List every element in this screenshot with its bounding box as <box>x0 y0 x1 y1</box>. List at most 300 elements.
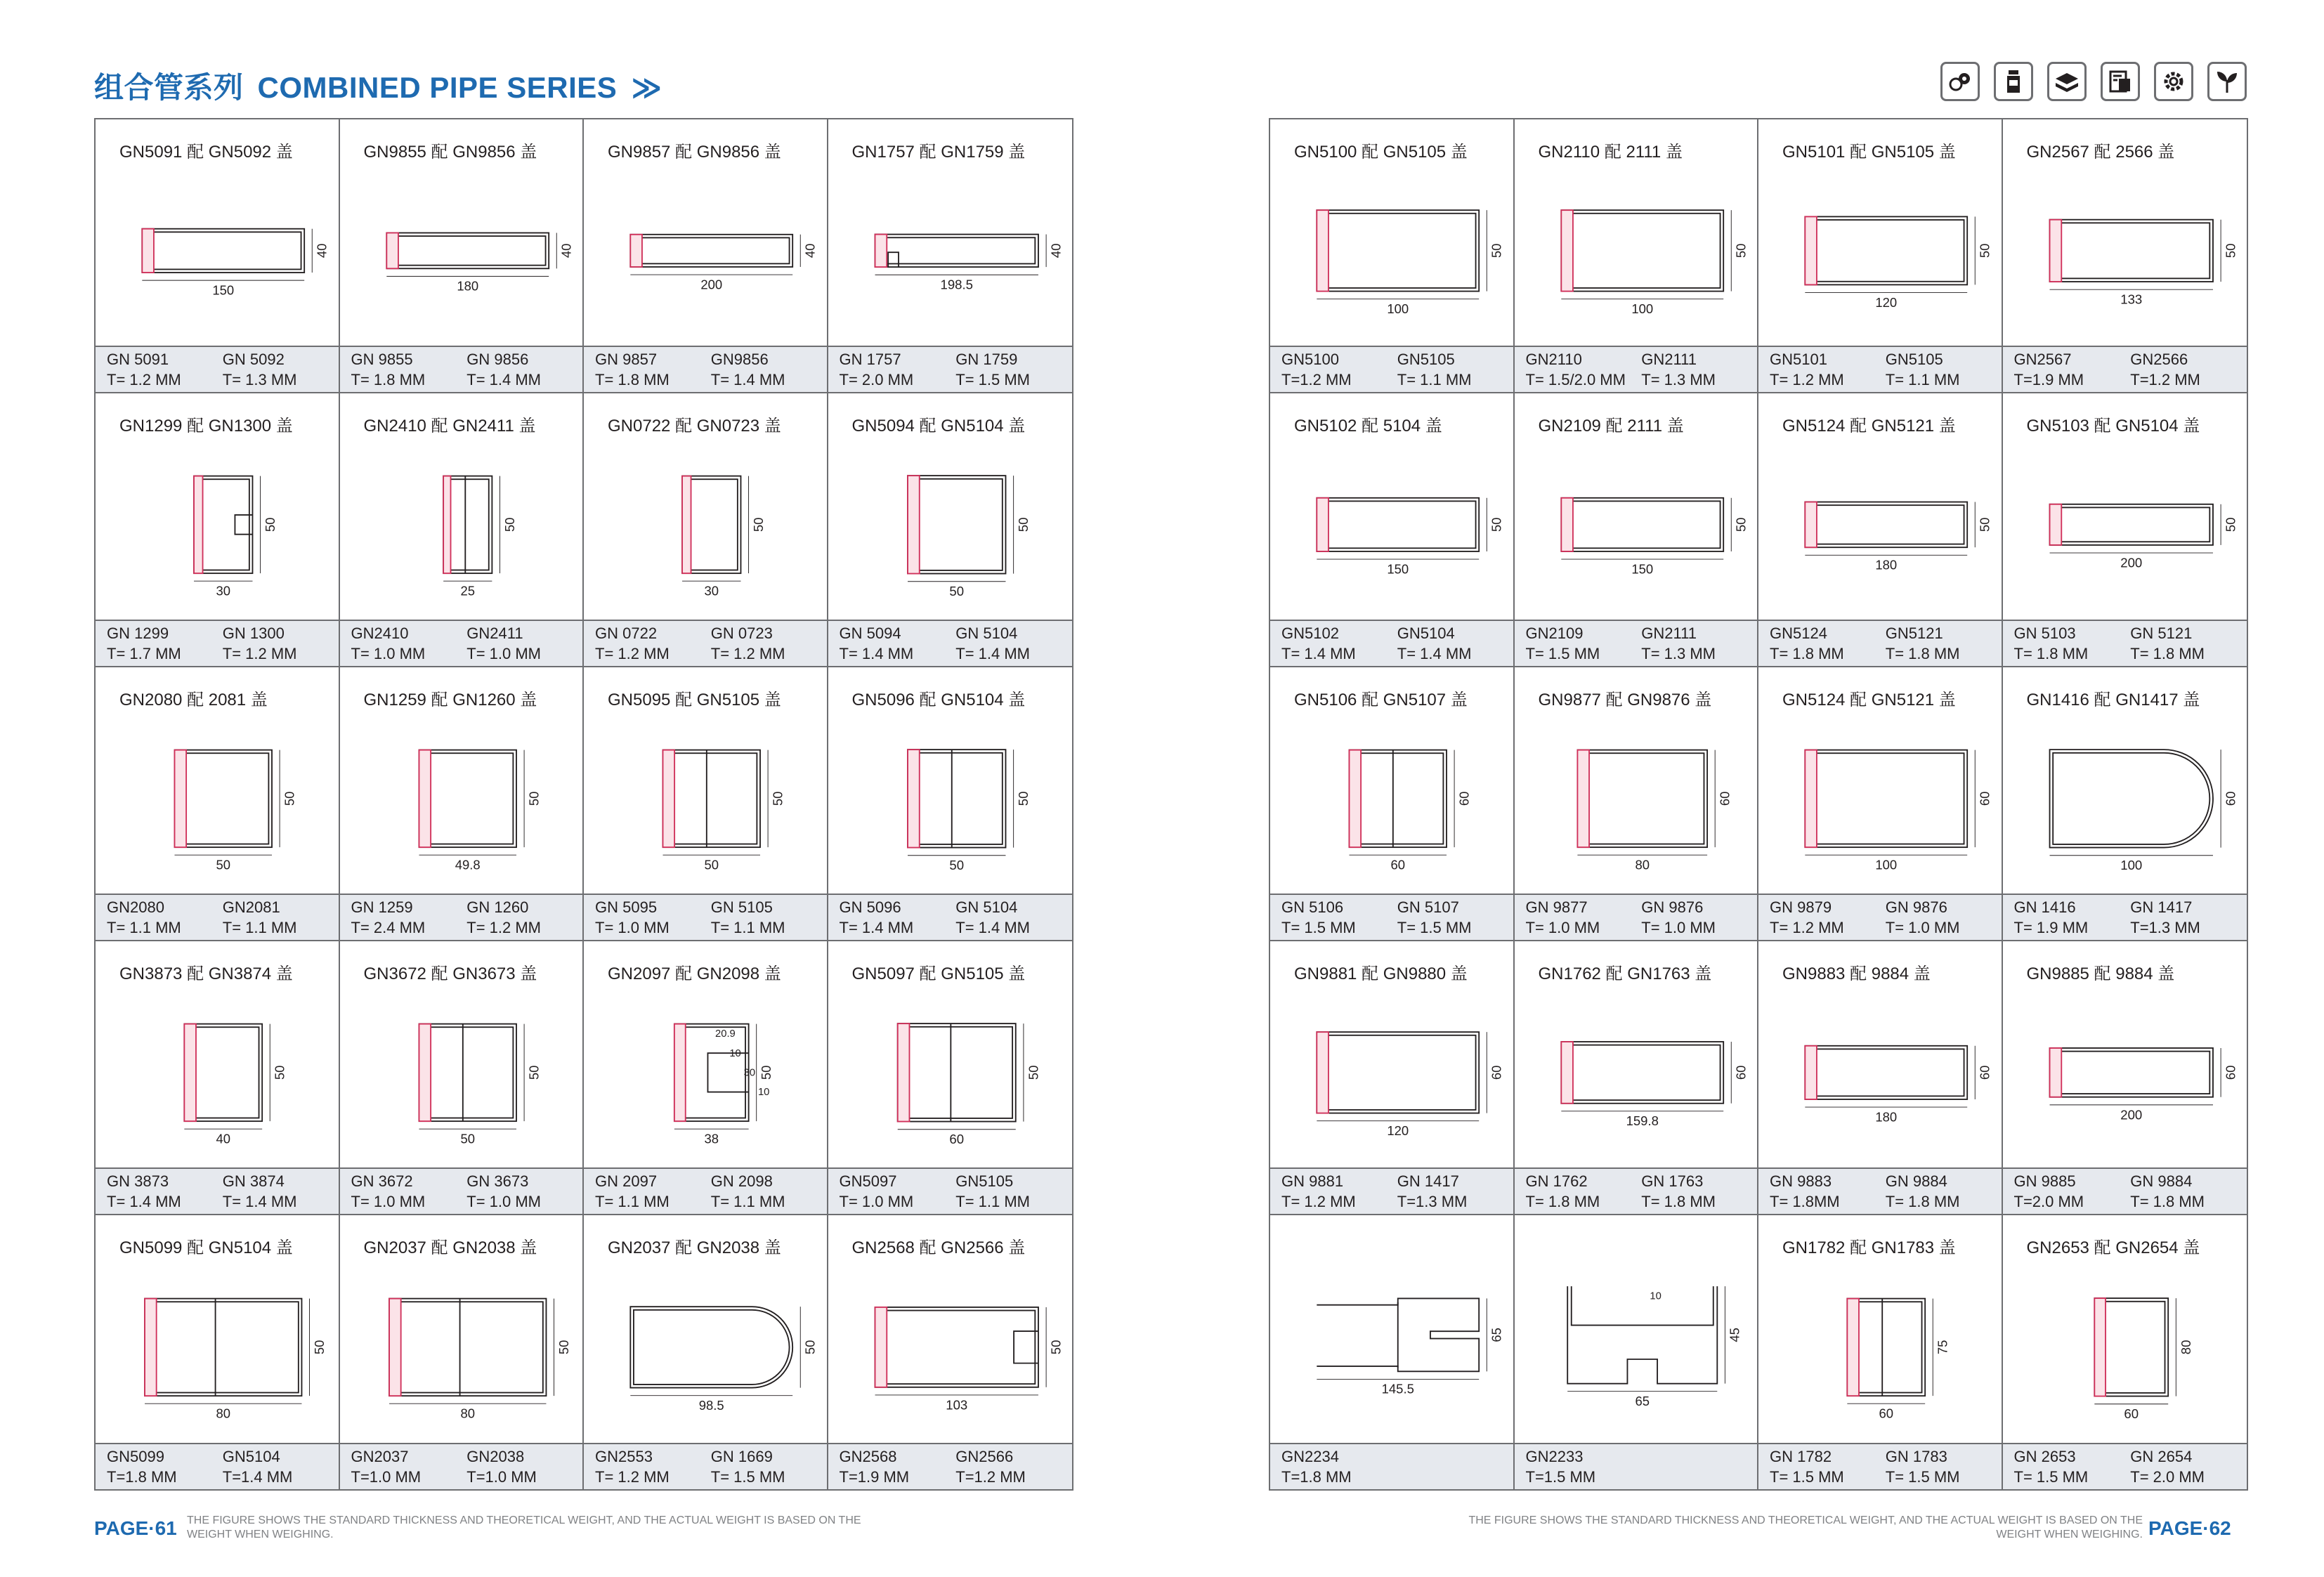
cover-code: GN 9876 <box>1641 898 1704 916</box>
cover-thickness: T= 1.1 MM <box>955 1192 1030 1210</box>
part-code: GN5099 <box>107 1447 164 1465</box>
cover-thickness: T= 1.1 MM <box>1397 370 1472 388</box>
dimension-label: 80 <box>1634 857 1650 872</box>
cover-code: GN5104 <box>222 1447 280 1465</box>
product-cell <box>2003 1215 2247 1489</box>
dimension-label: 60 <box>2223 1065 2238 1080</box>
weight-note-left: THE FIGURE SHOWS THE STANDARD THICKNESS AND THEORETICAL WEIGHT, AND THE ACTUAL WEIGHT IS BASED ON THE WEIGHT WHEN WEIGHING. <box>187 1514 861 1540</box>
cover-code: GN 5104 <box>955 624 1018 642</box>
part-code: GN 9885 <box>2013 1172 2076 1190</box>
dimension-label: 50 <box>1015 517 1031 532</box>
part-code: GN2233 <box>1525 1447 1584 1465</box>
product-cell <box>2003 393 2247 667</box>
product-cell <box>1270 667 1515 941</box>
dimension-label: 50 <box>556 1340 571 1355</box>
profile-outline <box>1561 1042 1723 1104</box>
spec-strip <box>828 1443 1073 1489</box>
product-title: GN2568 配 GN2566 盖 <box>851 1238 1026 1257</box>
part-code: GN5101 <box>1770 350 1827 368</box>
profile-drawing-area <box>1515 393 1758 620</box>
product-cell <box>1270 393 1515 667</box>
product-title: GN1416 配 GN1417 盖 <box>2026 691 2200 709</box>
dimension-label: 10 <box>729 1047 741 1059</box>
dimension-label: 38 <box>704 1131 719 1146</box>
product-title: GN2080 配 2081 盖 <box>119 691 268 709</box>
cover-thickness: T= 1.2 MM <box>466 918 541 936</box>
cover-code: GN2111 <box>1641 350 1697 368</box>
part-thickness: T= 1.5 MM <box>1281 918 1356 936</box>
part-code: GN5097 <box>839 1172 897 1190</box>
part-thickness: T= 1.2 MM <box>1281 1192 1356 1210</box>
title-english: COMBINED PIPE SERIES <box>257 71 618 104</box>
part-thickness: T=1.2 MM <box>1281 370 1352 388</box>
dimension-label: 50 <box>216 857 231 872</box>
profile-drawing-area <box>1515 1215 1758 1443</box>
product-title: GN1782 配 GN1783 盖 <box>1782 1238 1956 1257</box>
cover-code: GN 5104 <box>955 898 1018 916</box>
part-thickness: T= 1.0 MM <box>351 644 426 662</box>
dimension-label: 50 <box>502 517 517 532</box>
cover-thickness: T= 1.4 MM <box>466 370 541 388</box>
page-title <box>94 65 662 107</box>
spec-strip <box>1270 346 1513 392</box>
profile-drawing-area <box>340 667 583 894</box>
part-thickness: T=1.0 MM <box>351 1467 422 1486</box>
profile-cross-section-drawing <box>1539 436 1747 620</box>
spec-strip <box>1515 346 1758 392</box>
cover-thickness: T= 1.4 MM <box>955 644 1030 662</box>
part-code: GN 9881 <box>1281 1172 1344 1190</box>
product-title: GN2653 配 GN2654 盖 <box>2026 1238 2200 1257</box>
product-cell <box>1270 1215 1515 1489</box>
product-cell <box>1758 667 2003 941</box>
part-thickness: T= 1.0 MM <box>595 918 670 936</box>
profile-drawing-area <box>96 119 339 346</box>
dimension-label: 25 <box>459 583 475 598</box>
profile-drawing-area <box>2003 667 2247 894</box>
part-thickness: T=1.8 MM <box>1281 1467 1352 1486</box>
cover-thickness: T= 1.1 MM <box>1885 370 1960 388</box>
dimension-label: 145.5 <box>1381 1381 1414 1396</box>
product-cell <box>2003 941 2247 1215</box>
dimension-label: 60 <box>948 1132 964 1147</box>
spec-strip <box>96 346 339 392</box>
spec-strip <box>584 1167 827 1214</box>
part-thickness: T= 1.5 MM <box>2013 1467 2089 1486</box>
spec-strip <box>584 620 827 666</box>
product-title: GN2410 配 GN2411 盖 <box>363 417 536 436</box>
cover-thickness: T= 1.4 MM <box>1397 644 1472 662</box>
part-thickness: T= 1.8 MM <box>595 370 670 388</box>
profile-outline <box>1805 750 1967 848</box>
part-code: GN 1416 <box>2013 898 2076 916</box>
dimension-label: 100 <box>1875 857 1898 872</box>
profile-outline <box>443 476 492 574</box>
part-code: GN5102 <box>1281 624 1339 642</box>
profile-outline <box>1317 498 1479 551</box>
product-title: GN9885 配 9884 盖 <box>2026 964 2175 983</box>
part-thickness: T= 1.8MM <box>1770 1192 1840 1210</box>
part-thickness: T= 1.2 MM <box>1770 370 1844 388</box>
product-title: GN9883 配 9884 盖 <box>1782 964 1931 983</box>
dimension-label: 40 <box>1048 243 1064 259</box>
profile-drawing-area <box>584 119 827 346</box>
spec-strip <box>340 894 583 940</box>
product-cell <box>1758 119 2003 393</box>
part-code: GN 9883 <box>1770 1172 1832 1190</box>
part-code: GN2080 <box>107 898 164 916</box>
dimension-label: 40 <box>802 243 818 259</box>
profile-drawing-area <box>828 1215 1073 1443</box>
dimension-label: 50 <box>704 857 719 872</box>
dimension-label: 50 <box>1733 517 1749 532</box>
profile-drawing-area <box>1758 1215 2002 1443</box>
spec-strip <box>584 894 827 940</box>
dimension-label: 200 <box>2120 555 2142 570</box>
dimension-label: 50 <box>1015 791 1031 806</box>
product-title: GN3672 配 GN3673 盖 <box>363 964 537 983</box>
right-product-grid <box>1269 118 2248 1491</box>
cover-thickness: T= 1.4 MM <box>222 1192 297 1210</box>
part-code: GN 1757 <box>839 350 901 368</box>
profile-cross-section-drawing <box>1782 162 1990 346</box>
product-title: GN5096 配 GN5104 盖 <box>851 691 1026 709</box>
dimension-label: 50 <box>1977 243 1992 259</box>
dimension-label: 80 <box>2178 1340 2193 1355</box>
profile-cross-section-drawing <box>2027 984 2236 1167</box>
profile-outline <box>1805 502 1967 548</box>
spec-strip <box>828 894 1073 940</box>
product-title: GN2567 配 2566 盖 <box>2026 143 2175 162</box>
profile-outline <box>1317 1032 1479 1113</box>
part-code: GN 5096 <box>839 898 901 916</box>
profile-drawing-area <box>2003 119 2247 346</box>
profile-outline <box>174 750 272 848</box>
dimension-label: 60 <box>1716 791 1732 806</box>
cover-code: GN5105 <box>955 1172 1014 1190</box>
part-thickness: T= 2.0 MM <box>839 370 914 388</box>
cover-thickness: T= 1.8 MM <box>1641 1192 1716 1210</box>
dimension-label: 50 <box>311 1340 327 1355</box>
profile-outline <box>1847 1299 1925 1396</box>
product-cell <box>584 1215 828 1489</box>
part-thickness: T= 1.0 MM <box>351 1192 426 1210</box>
profile-outline <box>682 476 740 574</box>
dimension-label: 60 <box>1879 1406 1894 1421</box>
profile-drawing-area <box>584 941 827 1167</box>
weight-note-right: THE FIGURE SHOWS THE STANDARD THICKNESS AND THEORETICAL WEIGHT, AND THE ACTUAL WEIGHT IS BASED ON THE WEIGHT WHEN WEIGHING. <box>1468 1514 2143 1540</box>
part-thickness: T= 1.9 MM <box>2013 918 2089 936</box>
profile-outline <box>2049 504 2212 545</box>
product-cell <box>828 941 1073 1215</box>
profile-outline <box>1567 1286 1717 1384</box>
page-number-right: PAGE·62 <box>2148 1517 2231 1539</box>
part-thickness: T= 1.1 MM <box>107 918 181 936</box>
dimension-label: 60 <box>1390 857 1406 872</box>
profile-outline <box>908 750 1005 847</box>
profile-cross-section-drawing <box>852 710 1062 894</box>
part-thickness: T= 1.4 MM <box>1281 644 1356 662</box>
part-thickness: T= 1.7 MM <box>107 644 181 662</box>
product-cell <box>96 119 340 393</box>
dimension-label: 150 <box>212 282 235 298</box>
dimension-label: 60 <box>1489 1065 1504 1080</box>
cover-thickness: T=1.0 MM <box>466 1467 537 1486</box>
spec-strip <box>828 346 1073 392</box>
product-title: GN9857 配 GN9856 盖 <box>608 143 781 162</box>
product-title: GN1757 配 GN1759 盖 <box>851 143 1026 162</box>
dimension-label: 200 <box>2120 1107 2142 1123</box>
profile-cross-section-drawing <box>608 984 816 1167</box>
part-code: GN 0722 <box>595 624 658 642</box>
spec-strip <box>1758 1167 2002 1214</box>
part-code: GN 3873 <box>107 1172 169 1190</box>
profile-drawing-area <box>2003 1215 2247 1443</box>
profile-drawing-area <box>96 941 339 1167</box>
cover-code: GN5104 <box>1397 624 1455 642</box>
dimension-label: 50 <box>1048 1340 1064 1355</box>
profile-cross-section-drawing <box>2027 710 2236 894</box>
plant-icon <box>2207 62 2247 101</box>
profile-cross-section-drawing <box>119 1258 327 1443</box>
product-cell <box>96 393 340 667</box>
cover-code: GN5105 <box>1885 350 1943 368</box>
cover-code: GN 9884 <box>1885 1172 1947 1190</box>
part-code: GN2567 <box>2013 350 2072 368</box>
cover-thickness: T= 1.3 MM <box>222 370 297 388</box>
product-cell <box>1515 119 1759 393</box>
part-code: GN 1782 <box>1770 1447 1832 1465</box>
product-title: GN2110 配 2111 盖 <box>1538 143 1683 162</box>
profile-drawing-area <box>1758 667 2002 894</box>
cover-code: GN2111 <box>1641 624 1697 642</box>
product-title: GN3873 配 GN3874 盖 <box>119 964 293 983</box>
spec-strip <box>1515 894 1758 940</box>
profile-cross-section-drawing <box>1539 984 1747 1167</box>
profile-drawing-area <box>340 941 583 1167</box>
dimension-label: 103 <box>945 1397 967 1413</box>
dimension-label: 50 <box>525 791 541 806</box>
dimension-label: 98.5 <box>698 1397 724 1413</box>
cover-thickness: T= 1.2 MM <box>222 644 297 662</box>
profile-outline <box>1561 210 1723 291</box>
part-code: GN 1299 <box>107 624 169 642</box>
profile-cross-section-drawing <box>608 710 816 894</box>
dimension-label: 30 <box>743 1067 756 1079</box>
cover-code: GN 9884 <box>2130 1172 2193 1190</box>
layers-icon <box>2047 62 2087 101</box>
profile-cross-section-drawing <box>852 162 1062 346</box>
profile-cross-section-drawing <box>364 710 572 894</box>
dimension-label: 30 <box>216 583 231 598</box>
dimension-label: 65 <box>1634 1394 1650 1409</box>
profile-outline <box>145 1299 301 1396</box>
profile-drawing-area <box>2003 393 2247 620</box>
spec-strip <box>1758 1443 2002 1489</box>
profile-drawing-area <box>1515 941 1758 1167</box>
product-title: GN5094 配 GN5104 盖 <box>851 417 1026 436</box>
product-cell <box>2003 667 2247 941</box>
profile-cross-section-drawing <box>852 1258 1062 1443</box>
profile-outline <box>419 750 516 848</box>
profile-outline <box>908 476 1005 573</box>
dimension-label: 150 <box>1387 561 1409 577</box>
dimension-label: 10 <box>757 1087 770 1099</box>
product-cell <box>828 1215 1073 1489</box>
part-thickness: T=1.9 MM <box>839 1467 910 1486</box>
product-cell <box>1758 941 2003 1215</box>
product-title: GN9881 配 GN9880 盖 <box>1294 964 1468 983</box>
product-cell <box>1515 941 1759 1215</box>
product-cell <box>340 667 585 941</box>
profile-outline <box>662 750 760 848</box>
part-thickness: T= 1.8 MM <box>351 370 426 388</box>
profile-cross-section-drawing <box>1782 1258 1990 1443</box>
profile-cross-section-drawing <box>608 1258 816 1443</box>
product-title: GN1259 配 GN1260 盖 <box>363 691 537 709</box>
product-title: GN5099 配 GN5104 盖 <box>119 1238 293 1257</box>
profile-cross-section-drawing <box>1294 710 1502 894</box>
dimension-label: 65 <box>1489 1328 1504 1342</box>
profile-cross-section-drawing <box>1539 710 1747 894</box>
part-code: GN 5106 <box>1281 898 1344 916</box>
part-code: GN5100 <box>1281 350 1339 368</box>
spec-strip <box>584 1443 827 1489</box>
cover-code: GN 1300 <box>222 624 285 642</box>
spec-strip <box>584 346 827 392</box>
cover-thickness: T= 1.5 MM <box>710 1467 785 1486</box>
dimension-label: 180 <box>1875 557 1898 572</box>
part-thickness: T= 1.2 MM <box>595 1467 670 1486</box>
profile-cross-section-drawing <box>1539 162 1747 346</box>
cover-code: GN2566 <box>2130 350 2188 368</box>
dimension-label: 80 <box>459 1406 475 1421</box>
part-thickness: T= 1.8 MM <box>2013 644 2089 662</box>
profile-outline <box>1317 210 1479 291</box>
dimension-label: 50 <box>948 584 964 599</box>
dimension-label: 200 <box>700 277 723 292</box>
cover-thickness: T=1.2 MM <box>2130 370 2200 388</box>
product-title: GN2037 配 GN2038 盖 <box>608 1238 781 1257</box>
double-chevron-icon: ≫ <box>631 71 662 104</box>
product-cell <box>1515 393 1759 667</box>
profile-outline <box>897 1023 1015 1121</box>
spec-strip <box>1270 1167 1513 1214</box>
profile-cross-section-drawing <box>852 984 1062 1167</box>
cover-code: GN 5105 <box>710 898 773 916</box>
dimension-label: 49.8 <box>455 857 481 872</box>
part-code: GN2410 <box>351 624 409 642</box>
spec-strip <box>340 620 583 666</box>
profile-cross-section-drawing <box>119 984 327 1167</box>
profile-drawing-area <box>828 667 1073 894</box>
profile-cross-section-drawing <box>2027 1258 2236 1443</box>
spec-strip <box>340 346 583 392</box>
profile-cross-section-drawing <box>2027 162 2236 346</box>
part-thickness: T= 1.8 MM <box>1770 644 1844 662</box>
profile-outline <box>875 235 1038 267</box>
profile-drawing-area <box>584 667 827 894</box>
part-code: GN 3672 <box>351 1172 413 1190</box>
profile-outline <box>2049 1048 2212 1097</box>
dimension-label: 50 <box>1489 243 1504 259</box>
profile-cross-section-drawing <box>1294 984 1502 1167</box>
profile-drawing-area <box>1270 393 1513 620</box>
profile-drawing-area <box>1515 119 1758 346</box>
part-code: GN 5095 <box>595 898 658 916</box>
dimension-label: 50 <box>2223 517 2238 532</box>
profile-outline <box>2049 750 2212 847</box>
dimension-label: 20.9 <box>715 1028 736 1040</box>
cover-thickness: T= 1.8 MM <box>2130 644 2205 662</box>
cover-code: GN 1417 <box>2130 898 2193 916</box>
spec-strip <box>1758 346 2002 392</box>
dimension-label: 45 <box>1727 1328 1742 1342</box>
cover-code: GN 5092 <box>222 350 285 368</box>
dimension-label: 120 <box>1875 294 1898 310</box>
cover-code: GN2081 <box>222 898 280 916</box>
profile-cross-section-drawing <box>364 436 572 620</box>
profile-outline <box>875 1307 1038 1387</box>
dimension-label: 100 <box>1387 301 1409 316</box>
page-number-left: PAGE·61 <box>94 1517 177 1539</box>
cover-code: GN5105 <box>1397 350 1455 368</box>
product-cell <box>1515 1215 1759 1489</box>
cover-code: GN 1759 <box>955 350 1018 368</box>
cover-thickness: T= 1.0 MM <box>466 644 541 662</box>
cover-code: GN 9856 <box>466 350 529 368</box>
part-code: GN 5091 <box>107 350 169 368</box>
cover-code: GN 9876 <box>1885 898 1947 916</box>
profile-drawing-area <box>584 1215 827 1443</box>
cover-code: GN 0723 <box>710 624 773 642</box>
dimension-label: 50 <box>525 1065 541 1080</box>
profile-cross-section-drawing <box>1782 436 1990 620</box>
process-icon <box>1940 62 1980 101</box>
cover-thickness: T= 1.1 MM <box>710 918 785 936</box>
spec-strip <box>1758 894 2002 940</box>
category-icon-bar <box>1940 62 2247 101</box>
cover-code: GN 1763 <box>1641 1172 1704 1190</box>
spec-strip <box>340 1443 583 1489</box>
cover-code: GN 2098 <box>710 1172 773 1190</box>
cover-code: GN2038 <box>466 1447 525 1465</box>
part-code: GN 9879 <box>1770 898 1832 916</box>
part-code: GN 1259 <box>351 898 413 916</box>
part-thickness: T= 1.4 MM <box>839 644 914 662</box>
product-title: GN2097 配 GN2098 盖 <box>608 964 781 983</box>
part-code: GN 9855 <box>351 350 413 368</box>
part-thickness: T= 1.2 MM <box>595 644 670 662</box>
cover-code: GN 5121 <box>2130 624 2193 642</box>
profile-cross-section-drawing <box>119 162 327 346</box>
product-title: GN2109 配 2111 盖 <box>1538 417 1684 436</box>
profile-drawing-area <box>340 1215 583 1443</box>
profile-drawing-area <box>1270 941 1513 1167</box>
cover-thickness: T= 1.2 MM <box>710 644 785 662</box>
profile-cross-section-drawing <box>1294 436 1502 620</box>
left-product-grid <box>94 118 1073 1491</box>
profile-cross-section-drawing <box>608 436 816 620</box>
cover-thickness: T= 1.5 MM <box>1397 918 1472 936</box>
cover-thickness: T= 1.5 MM <box>955 370 1030 388</box>
part-thickness: T= 1.2 MM <box>107 370 181 388</box>
dimension-label: 133 <box>2120 292 2142 307</box>
part-thickness: T= 1.2 MM <box>1770 918 1844 936</box>
spec-strip <box>96 620 339 666</box>
product-cell <box>1758 1215 2003 1489</box>
part-code: GN2568 <box>839 1447 897 1465</box>
